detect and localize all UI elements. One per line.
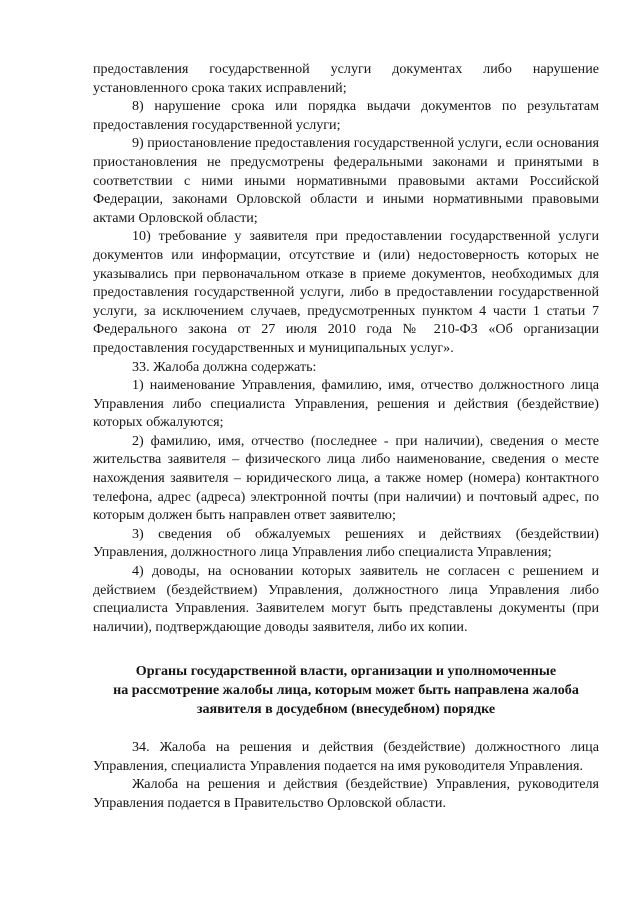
paragraph-item-8: 8) нарушение срока или порядка выдачи документов по результатам предоставления государственной услуги; bbox=[93, 98, 599, 133]
paragraph-continuation: предоставления государственной услуги документах либо нарушение установленного срока таких исправлений; bbox=[93, 61, 599, 96]
section-heading bbox=[93, 662, 599, 718]
heading-line: Органы государственной власти, организации и уполномоченные bbox=[135, 663, 557, 680]
paragraph-requirement-2: 2) фамилию, имя, отчество (последнее - при наличии), сведения о месте жительства заявителя – физического лица либо наименование, сведения о месте нахождения заявителя – юридического лица, а также номер (номера) контактного телефона, адрес (адреса) электронной почты (при наличии) и почтовый адрес, по которым должен быть направлен ответ заявителю; bbox=[93, 432, 599, 524]
paragraph-section-33: 33. Жалоба должна содержать: bbox=[132, 358, 317, 375]
heading-line: заявителя в досудебном (внесудебном) порядке bbox=[196, 700, 496, 717]
paragraph-item-10: 10) требование у заявителя при предоставлении государственной услуги документов или информации, отсутствие и (или) недостоверность которых не указывались при первоначальном отказе в приеме документов, необходимых для предоставления государственной услуги, либо в предоставлении государственной услуги, за исключением случаев, предусмотренных пунктом 4 части 1 статьи 7 Федерального закона от 27 июля 2010 года № 210-ФЗ «Об организации предоставления государственных и муниципальных услуг». bbox=[93, 228, 599, 356]
paragraph-item-9: 9) приостановление предоставления государственной услуги, если основания приостановления не предусмотрены федеральными законами и принятыми в соответствии с ними иными нормативными правовыми актами Российской Федерации, законами Орловской области и иными нормативными правовыми актами Орловской области; bbox=[93, 135, 599, 226]
paragraph-complaint-government: Жалоба на решения и действия (бездействие) Управления, руководителя Управления подается в Правительство Орловской области. bbox=[93, 776, 599, 811]
paragraph-requirement-1: 1) наименование Управления, фамилию, имя, отчество должностного лица Управления либо специалиста Управления, решения и действия (бездействие) которых обжалуются; bbox=[93, 377, 599, 431]
paragraph-section-34: 34. Жалоба на решения и действия (бездействие) должностного лица Управления, специалиста Управления подается на имя руководителя Управления. bbox=[93, 739, 599, 774]
heading-line: на рассмотрение жалобы лица, которым может быть направлена жалоба bbox=[113, 682, 579, 698]
paragraph-requirement-3: 3) сведения об обжалуемых решениях и действиях (бездействии) Управления, должностного лица Управления либо специалиста Управления; bbox=[93, 525, 599, 561]
paragraph-requirement-4: 4) доводы, на основании которых заявитель не согласен с решением и действием (бездействием) Управления, должностного лица Управления либо специалиста Управления. Заявителем могут быть представлены документы (при наличии), подтверждающие доводы заявителя, либо их копии. bbox=[93, 563, 599, 635]
